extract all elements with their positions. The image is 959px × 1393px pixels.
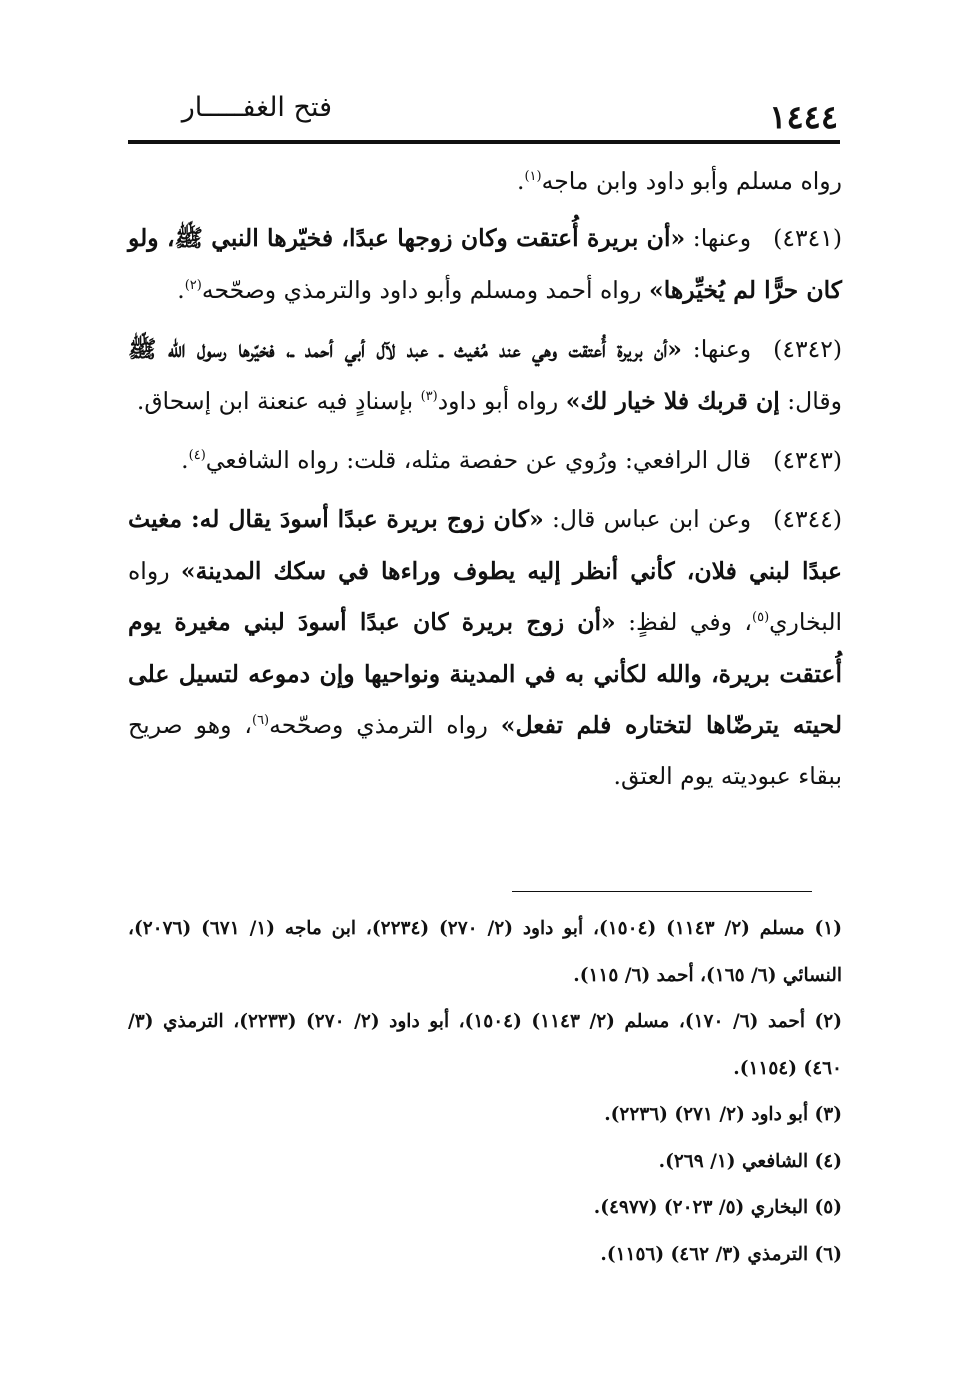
- hadith-lead: وعنها:: [685, 224, 752, 253]
- footnote-5: (٥) البخاري (٥/ ٢٠٢٣) (٤٩٧٧).: [593, 1197, 842, 1218]
- hadith-quote: «أن بريرة أُعتقت وكان زوجها عبدًا، فخيّرها النبي ﷺ، ولو كان حرًّا لم يُخيِّرها»: [128, 224, 842, 304]
- hadith-4343: [128, 435, 842, 486]
- footnote-ref: (٦): [251, 713, 270, 729]
- hadith-mid: ، وفي لفظٍ:: [615, 608, 753, 637]
- intro-paragraph: رواه مسلم وأبو داود وابن ماجه$^{(١)}$.: [516, 167, 842, 195]
- hadith-end: .: [177, 275, 185, 304]
- hadith-number: (٤٣٤١): [773, 224, 843, 253]
- hadith-mid: وقال:: [779, 386, 842, 415]
- header-rule: [128, 140, 840, 144]
- footnote-ref: (١): [524, 169, 542, 185]
- footnote-separator: [512, 891, 812, 892]
- running-title: فتح الغفـــــار: [181, 92, 332, 123]
- hadith-lead: وعن ابن عباس قال:: [543, 505, 752, 534]
- page-number: ١٤٤٤: [769, 98, 838, 136]
- hadith-number: (٤٣٤٣): [773, 446, 842, 475]
- footnote-ref: (٣): [420, 388, 438, 404]
- hadith-quote: إن قربك فلا خيار لك»: [565, 386, 780, 415]
- hadith-attribution: رواه أبو داود: [437, 386, 566, 415]
- footnote-3: (٣) أبو داود (٢/ ٢٧١) (٢٢٣٦).: [604, 1104, 842, 1125]
- hadith-attribution: رواه الترمذي وصحّحه: [269, 711, 501, 740]
- footnotes: [128, 906, 842, 1278]
- hadith-end: .: [181, 446, 189, 475]
- page-header: [128, 88, 840, 140]
- hadith-quote: «أن بريرة أُعتقت وهي عند مُغيث ـ عبد لآل أبي أحمد ـ، فخيّرها رسول الله ﷺ: [128, 335, 682, 364]
- footnote-6: (٦) الترمذي (٣/ ٤٦٢) (١١٥٦).: [600, 1243, 842, 1265]
- main-text: [128, 156, 842, 811]
- hadith-end: ، وهو صريح ببقاء عبوديته يوم العتق.: [128, 711, 842, 791]
- footnote-1: (١) مسلم (٢/ ١١٤٣) (١٥٠٤)، أبو داود (٢/ ٢٧٠) (٢٢٣٤)، ابن ماجه (١/ ٦٧١) (٢٠٧٦)، النسائي (٦/ ١٦٥)، أحمد (٦/ ١١٥).: [128, 918, 842, 986]
- intro-text: رواه مسلم وأبو داود وابن ماجه: [541, 167, 842, 195]
- footnote-ref: (٢): [184, 277, 202, 293]
- footnote-ref: (٤): [188, 448, 206, 464]
- hadith-text: قال الرافعي: ورُوي عن حفصة مثله، قلت: رواه الشافعي: [205, 446, 752, 475]
- footnote-2: (٢) أحمد (٦/ ١٧٠)، مسلم (٢/ ١١٤٣) (١٥٠٤)، أبو داود (٢/ ٢٧٠) (٢٢٣٣)، الترمذي (٣/ ٤٦٠) (١١٥٤).: [128, 1011, 842, 1079]
- hadith-attribution: رواه أحمد ومسلم وأبو داود والترمذي وصحّحه: [201, 275, 650, 304]
- hadith-4342: [128, 324, 842, 427]
- hadith-end: بإسنادٍ فيه عنعنة ابن إسحاق.: [136, 386, 421, 415]
- hadith-attribution: رواه البخاري: [128, 556, 843, 637]
- footnote-4: (٤) الشافعي (١/ ٢٦٩).: [658, 1150, 842, 1172]
- hadith-quote: «أن زوج بريرة كان عبدًا أسودَ لبني مغيرة يوم أُعتقت بريرة، والله لكأني به في المدينة ونواحيها وإن دموعه لتسيل على لحيته يترضّاها لتختاره فلم تفعل»: [128, 608, 842, 740]
- hadith-quote: «كان زوج بريرة عبدًا أسودَ يقال له: مغيث عبدًا لبني فلان، كأني أنظر إليه يطوف وراءها في سكك المدينة»: [128, 505, 842, 585]
- hadith-number: (٤٣٤٤): [773, 505, 842, 534]
- footnote-ref: (٥): [752, 610, 770, 626]
- hadith-4344: [128, 494, 842, 802]
- hadith-number: (٤٣٤٢): [773, 335, 842, 364]
- hadith-lead: وعنها:: [681, 335, 752, 364]
- hadith-4341: [128, 213, 842, 316]
